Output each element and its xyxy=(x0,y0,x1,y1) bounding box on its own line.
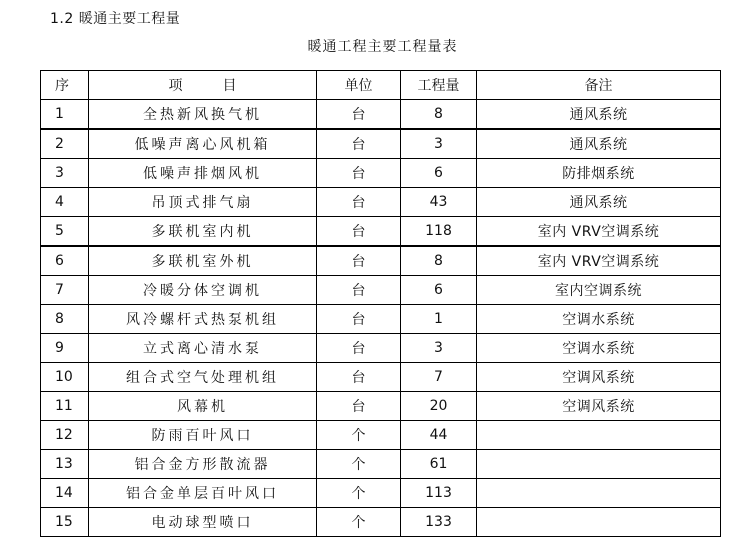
row-qty: 43 xyxy=(401,188,477,217)
row-note: 通风系统 xyxy=(477,129,721,159)
table-row xyxy=(41,479,721,508)
section-heading: 1.2 暖通主要工程量 xyxy=(50,11,181,27)
table-row xyxy=(41,276,721,305)
row-no: 12 xyxy=(41,421,89,450)
row-no: 6 xyxy=(41,246,89,276)
table-row xyxy=(41,188,721,217)
row-unit: 台 xyxy=(317,363,401,392)
table-row xyxy=(41,392,721,421)
row-note: 空调风系统 xyxy=(477,392,721,421)
row-no: 14 xyxy=(41,479,89,508)
row-item: 全热新风换气机 xyxy=(89,100,317,130)
table-row xyxy=(41,334,721,363)
row-unit: 台 xyxy=(317,334,401,363)
row-item: 组合式空气处理机组 xyxy=(89,363,317,392)
row-unit: 个 xyxy=(317,421,401,450)
row-qty: 44 xyxy=(401,421,477,450)
row-unit: 台 xyxy=(317,276,401,305)
row-item: 立式离心清水泵 xyxy=(89,334,317,363)
table-row xyxy=(41,159,721,188)
row-item: 铝合金单层百叶风口 xyxy=(89,479,317,508)
row-item: 吊顶式排气扇 xyxy=(89,188,317,217)
row-note: 室内 VRV空调系统 xyxy=(477,217,721,247)
row-item: 电动球型喷口 xyxy=(89,508,317,537)
row-item: 铝合金方形散流器 xyxy=(89,450,317,479)
row-unit: 个 xyxy=(317,508,401,537)
row-item: 低噪声排烟风机 xyxy=(89,159,317,188)
row-qty: 7 xyxy=(401,363,477,392)
row-note xyxy=(477,421,721,450)
row-no: 8 xyxy=(41,305,89,334)
row-item: 低噪声离心风机箱 xyxy=(89,129,317,159)
table-header-row xyxy=(41,71,721,100)
table-row xyxy=(41,421,721,450)
row-note: 室内空调系统 xyxy=(477,276,721,305)
row-item: 风幕机 xyxy=(89,392,317,421)
row-item: 多联机室内机 xyxy=(89,217,317,247)
quantity-table xyxy=(40,70,721,537)
table-row xyxy=(41,363,721,392)
row-unit: 台 xyxy=(317,392,401,421)
header-qty: 工程量 xyxy=(401,71,477,100)
table-caption: 暖通工程主要工程量表 xyxy=(307,39,458,55)
row-qty: 118 xyxy=(401,217,477,247)
row-item: 冷暖分体空调机 xyxy=(89,276,317,305)
row-unit: 个 xyxy=(317,479,401,508)
row-qty: 1 xyxy=(401,305,477,334)
header-note: 备注 xyxy=(477,71,721,100)
row-no: 3 xyxy=(41,159,89,188)
table-row xyxy=(41,217,721,247)
row-qty: 113 xyxy=(401,479,477,508)
row-note: 空调风系统 xyxy=(477,363,721,392)
row-unit: 台 xyxy=(317,188,401,217)
row-qty: 133 xyxy=(401,508,477,537)
row-note: 防排烟系统 xyxy=(477,159,721,188)
table-row xyxy=(41,100,721,130)
table-row xyxy=(41,305,721,334)
row-no: 13 xyxy=(41,450,89,479)
row-qty: 3 xyxy=(401,129,477,159)
row-note xyxy=(477,479,721,508)
table-row xyxy=(41,246,721,276)
row-note xyxy=(477,450,721,479)
row-qty: 61 xyxy=(401,450,477,479)
row-note: 空调水系统 xyxy=(477,334,721,363)
row-no: 10 xyxy=(41,363,89,392)
row-note: 通风系统 xyxy=(477,100,721,130)
table-row xyxy=(41,450,721,479)
row-item: 多联机室外机 xyxy=(89,246,317,276)
row-unit: 台 xyxy=(317,246,401,276)
table-row xyxy=(41,129,721,159)
row-unit: 个 xyxy=(317,450,401,479)
row-qty: 6 xyxy=(401,159,477,188)
row-unit: 台 xyxy=(317,129,401,159)
row-note: 空调水系统 xyxy=(477,305,721,334)
header-unit: 单位 xyxy=(317,71,401,100)
row-note xyxy=(477,508,721,537)
row-item: 防雨百叶风口 xyxy=(89,421,317,450)
row-no: 9 xyxy=(41,334,89,363)
row-unit: 台 xyxy=(317,159,401,188)
row-unit: 台 xyxy=(317,100,401,130)
row-unit: 台 xyxy=(317,305,401,334)
row-qty: 8 xyxy=(401,100,477,130)
row-no: 15 xyxy=(41,508,89,537)
header-item: 项目 xyxy=(89,71,317,100)
row-qty: 6 xyxy=(401,276,477,305)
row-no: 5 xyxy=(41,217,89,247)
row-unit: 台 xyxy=(317,217,401,247)
row-no: 2 xyxy=(41,129,89,159)
header-no: 序 xyxy=(41,71,89,100)
row-note: 通风系统 xyxy=(477,188,721,217)
row-qty: 8 xyxy=(401,246,477,276)
row-qty: 20 xyxy=(401,392,477,421)
table-row xyxy=(41,508,721,537)
row-no: 4 xyxy=(41,188,89,217)
row-note: 室内 VRV空调系统 xyxy=(477,246,721,276)
row-item: 风冷螺杆式热泵机组 xyxy=(89,305,317,334)
row-no: 1 xyxy=(41,100,89,130)
row-qty: 3 xyxy=(401,334,477,363)
row-no: 7 xyxy=(41,276,89,305)
row-no: 11 xyxy=(41,392,89,421)
